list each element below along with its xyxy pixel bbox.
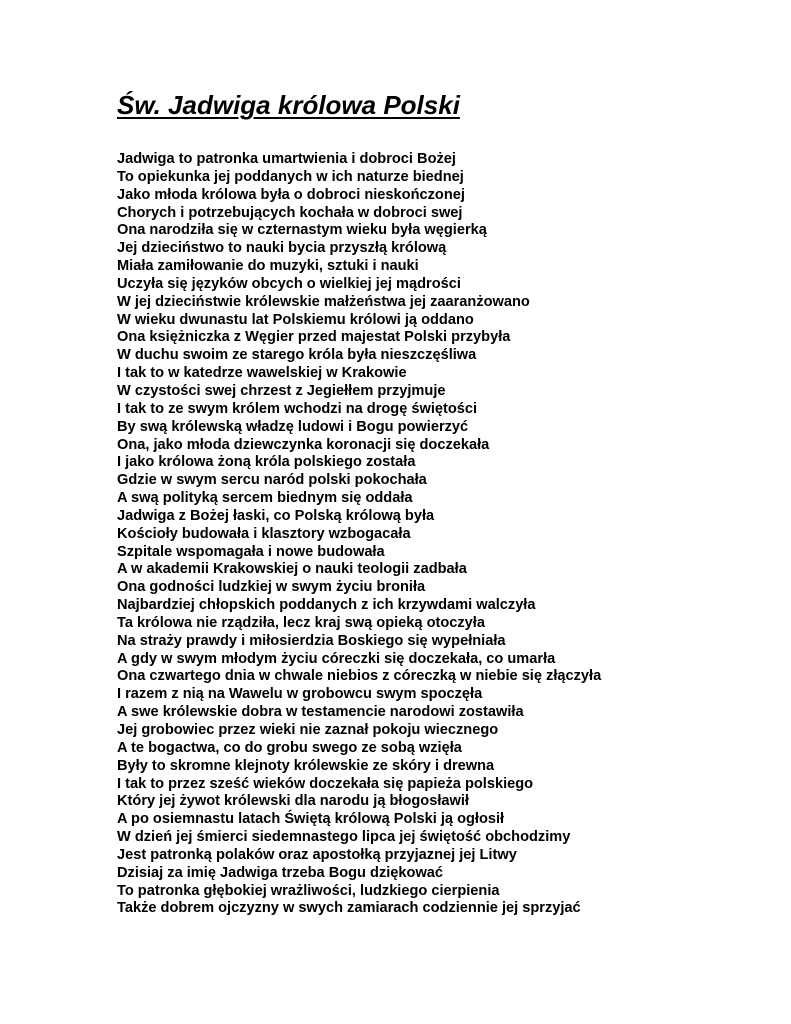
poem-line: Ona narodziła się w czternastym wieku była węgierką bbox=[117, 222, 487, 239]
poem-line: I razem z nią na Wawelu w grobowcu swym spoczęła bbox=[117, 686, 483, 703]
poem-line: Jej dzieciństwo to nauki bycia przyszłą królową bbox=[117, 240, 447, 257]
poem-line: Były to skromne klejnoty królewskie ze skóry i drewna bbox=[117, 757, 495, 774]
poem-line: W duchu swoim ze starego króla była nieszczęśliwa bbox=[117, 347, 477, 364]
poem-line: Szpitale wspomagała i nowe budowała bbox=[117, 543, 385, 560]
poem-line: A swą polityką sercem biednym się oddała bbox=[117, 490, 413, 507]
poem-line: To patronka głębokiej wrażliwości, ludzkiego cierpienia bbox=[117, 882, 500, 899]
poem-line: Ona godności ludzkiej w swym życiu broniła bbox=[117, 579, 426, 596]
poem-body bbox=[117, 151, 601, 918]
document-title: Św. Jadwiga królowa Polski bbox=[117, 90, 460, 120]
poem-line: W jej dzieciństwie królewskie małżeństwa jej zaaranżowano bbox=[117, 293, 530, 310]
poem-line: Jest patronką polaków oraz apostołką przyjaznej jej Litwy bbox=[117, 846, 517, 863]
poem-line: Ta królowa nie rządziła, lecz kraj swą opieką otoczyła bbox=[117, 614, 485, 631]
poem-line: By swą królewską władzę ludowi i Bogu powierzyć bbox=[117, 418, 469, 435]
poem-line: Na straży prawdy i miłosierdzia Boskiego się wypełniała bbox=[117, 632, 506, 649]
poem-line: Miała zamiłowanie do muzyki, sztuki i nauki bbox=[117, 258, 419, 275]
poem-line: Gdzie w swym sercu naród polski pokochała bbox=[117, 472, 427, 489]
poem-line: Także dobrem ojczyzny w swych zamiarach codziennie jej sprzyjać bbox=[117, 900, 581, 917]
poem-line: Kościoły budowała i klasztory wzbogacała bbox=[117, 525, 411, 542]
poem-line: Chorych i potrzebujących kochała w dobroci swej bbox=[117, 204, 463, 221]
poem-line: W dzień jej śmierci siedemnastego lipca jej świętość obchodzimy bbox=[117, 829, 571, 846]
poem-line: A swe królewskie dobra w testamencie narodowi zostawiła bbox=[117, 704, 524, 721]
poem-line: Jej grobowiec przez wieki nie zaznał pokoju wiecznego bbox=[117, 722, 499, 738]
poem-line: I tak to ze swym królem wchodzi na drogę świętości bbox=[117, 400, 478, 417]
poem-line: Najbardziej chłopskich poddanych z ich krzywdami walczyła bbox=[117, 597, 536, 614]
poem-line: Jadwiga to patronka umartwienia i dobroci Bożej bbox=[117, 151, 456, 167]
poem-line: W czystości swej chrzest z Jegiełłem przyjmuje bbox=[117, 382, 446, 399]
poem-line: I jako królowa żoną króla polskiego została bbox=[117, 454, 416, 471]
poem-line: A po osiemnastu latach Świętą królową Polski ją ogłosił bbox=[117, 811, 505, 828]
poem-line: Dzisiaj za imię Jadwiga trzeba Bogu dziękować bbox=[117, 864, 444, 881]
poem-line: A te bogactwa, co do grobu swego ze sobą wzięła bbox=[117, 739, 462, 756]
poem-line: W wieku dwunastu lat Polskiemu królowi ją oddano bbox=[117, 311, 474, 328]
poem-line: A w akademii Krakowskiej o nauki teologii zadbała bbox=[117, 561, 467, 578]
poem-line: Uczyła się języków obcych o wielkiej jej mądrości bbox=[117, 275, 461, 292]
poem-line: Ona czwartego dnia w chwale niebios z córeczką w niebie się złączyła bbox=[117, 668, 602, 685]
poem-line: Jadwiga z Bożej łaski, co Polską królową była bbox=[117, 507, 435, 524]
poem-line: To opiekunka jej poddanych w ich naturze biednej bbox=[117, 168, 464, 185]
poem-line: Ona księżniczka z Węgier przed majestat Polski przybyła bbox=[117, 329, 511, 346]
poem-line: Jako młoda królowa była o dobroci nieskończonej bbox=[117, 186, 465, 203]
poem-line: I tak to przez sześć wieków doczekała się papieża polskiego bbox=[117, 775, 534, 792]
poem-line: Ona, jako młoda dziewczynka koronacji się doczekała bbox=[117, 436, 490, 453]
poem-line: A gdy w swym młodym życiu córeczki się doczekała, co umarła bbox=[117, 650, 556, 667]
poem-line: Który jej żywot królewski dla narodu ją błogosławił bbox=[117, 793, 469, 810]
poem-line: I tak to w katedrze wawelskiej w Krakowie bbox=[117, 365, 407, 382]
